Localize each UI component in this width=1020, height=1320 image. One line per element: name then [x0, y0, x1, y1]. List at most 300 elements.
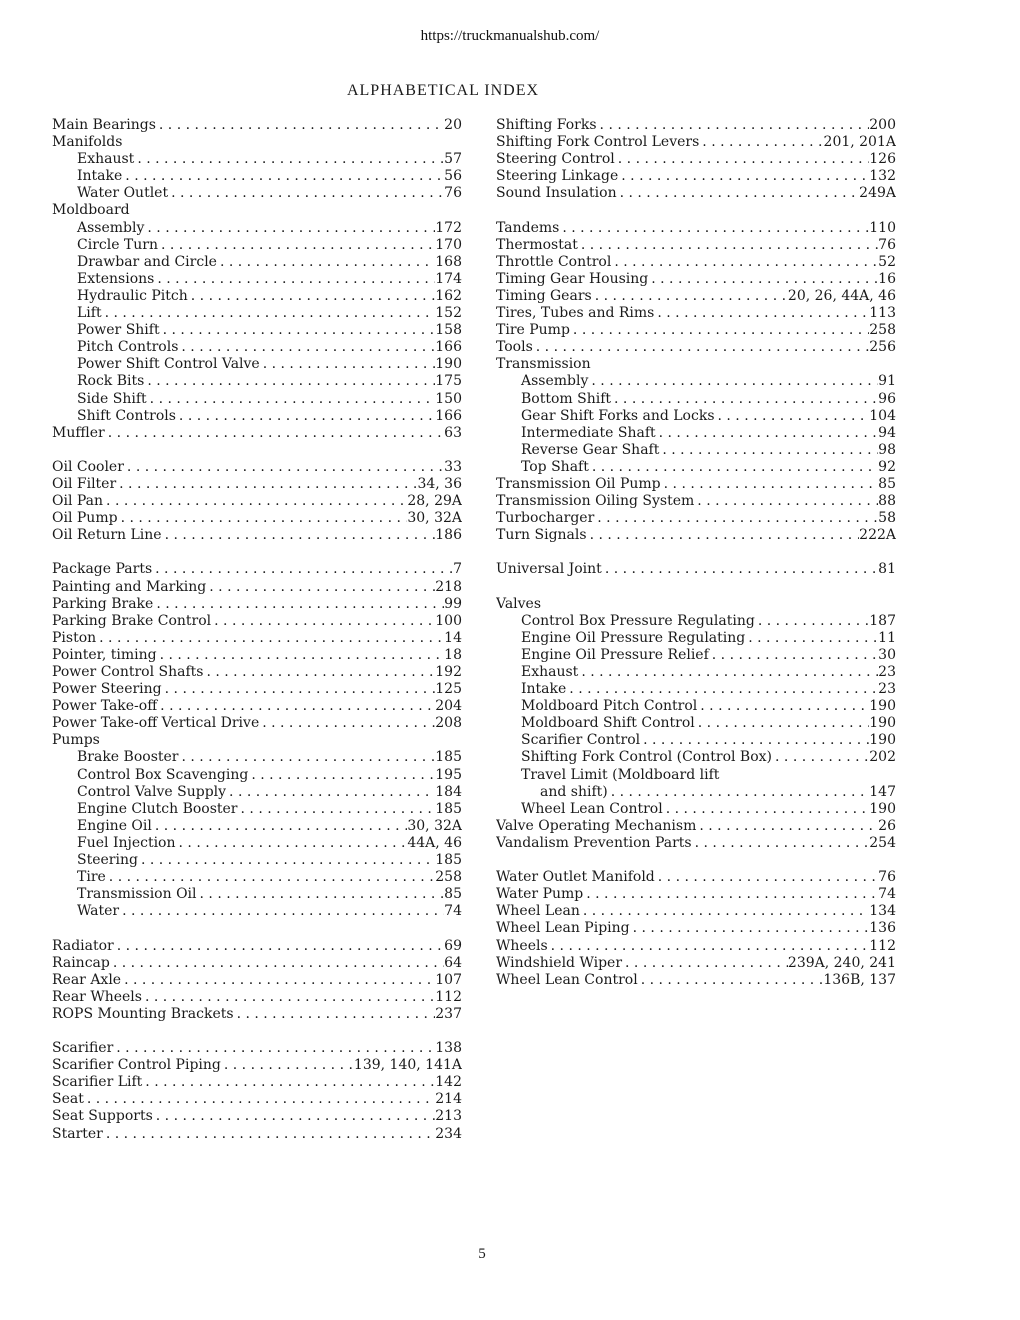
index-entry — [52, 527, 462, 544]
dot-leader — [615, 151, 869, 168]
index-entry-label: Steering Control — [496, 151, 615, 168]
index-entry-label: Power Steering — [52, 681, 162, 698]
dot-leader — [153, 1108, 436, 1125]
index-entry — [52, 938, 462, 955]
dot-leader — [259, 715, 435, 732]
index-entry — [496, 425, 896, 442]
index-entry-label: Pitch Controls — [77, 339, 179, 356]
dot-leader — [116, 476, 417, 493]
index-entry — [52, 202, 462, 219]
index-entry — [496, 955, 896, 972]
index-entry-label: Oil Pump — [52, 510, 118, 527]
index-entry-label: Tandems — [496, 219, 560, 236]
index-entry — [496, 510, 896, 527]
index-entry-label: Wheel Lean Control — [496, 971, 638, 988]
index-entry-label: Oil Pan — [52, 493, 104, 510]
index-entry-page: 190 — [869, 732, 896, 749]
index-entry-page: 92 — [878, 458, 896, 475]
index-entry-label: Scarifier Control — [521, 732, 641, 749]
dot-leader — [661, 476, 879, 493]
index-entry — [52, 972, 462, 989]
dot-leader — [211, 613, 435, 630]
dot-leader — [566, 681, 878, 698]
index-entry — [496, 784, 896, 801]
index-entry-page: 112 — [435, 988, 462, 1005]
dot-leader — [178, 339, 435, 356]
dot-leader — [157, 647, 445, 664]
index-entry-page: 190 — [869, 715, 896, 732]
dot-leader — [197, 886, 445, 903]
index-column-right — [496, 117, 896, 989]
index-entry-page: 98 — [878, 441, 896, 458]
dot-leader — [162, 527, 436, 544]
index-entry-page: 94 — [878, 424, 896, 441]
index-entry-label: Thermostat — [496, 236, 578, 253]
dot-leader — [697, 698, 869, 715]
index-entry — [52, 818, 462, 835]
index-entry — [496, 630, 896, 647]
dot-leader — [656, 425, 879, 442]
index-entry-page: 104 — [869, 407, 896, 424]
index-entry — [52, 835, 462, 852]
index-entry — [52, 1040, 462, 1057]
index-entry — [52, 989, 462, 1006]
index-entry-label: Transmission Oiling System — [496, 493, 695, 510]
index-entry-page: 44A, 46 — [407, 834, 462, 851]
dot-leader — [694, 493, 878, 510]
dot-leader — [234, 1006, 436, 1023]
dot-leader — [110, 955, 444, 972]
dot-leader — [122, 168, 444, 185]
index-entry — [52, 630, 462, 647]
dot-leader — [176, 408, 435, 425]
index-entry-label: Steering — [77, 852, 138, 869]
dot-leader — [755, 613, 869, 630]
index-entry-label: Intermediate Shaft — [521, 424, 656, 441]
index-entry-page: 185 — [435, 800, 462, 817]
dot-leader — [206, 579, 435, 596]
index-entry-label: Power Control Shafts — [52, 664, 204, 680]
dot-leader — [153, 596, 444, 613]
dot-leader — [608, 784, 870, 801]
index-entry-page: 30 — [878, 646, 896, 663]
index-entry-page: 134 — [869, 903, 896, 920]
index-entry — [496, 938, 896, 955]
dot-leader — [118, 510, 408, 527]
index-entry — [52, 185, 462, 202]
index-entry — [52, 1006, 462, 1023]
index-spacer — [496, 202, 896, 219]
dot-leader — [597, 117, 870, 134]
index-entry-label: Oil Cooler — [52, 458, 124, 475]
dot-leader — [96, 630, 444, 647]
index-entry-label: Piston — [52, 629, 97, 646]
index-entry — [52, 493, 462, 510]
dot-leader — [695, 715, 869, 732]
index-entry — [496, 339, 896, 356]
index-entry-page: 168 — [435, 253, 462, 270]
index-entry-label: Wheel Lean Piping — [496, 920, 630, 937]
index-entry — [52, 288, 462, 305]
index-entry — [496, 835, 896, 852]
index-entry-page: 200 — [869, 117, 896, 133]
index-spacer — [496, 579, 896, 596]
index-entry-label: Transmission Oil — [77, 886, 197, 903]
index-entry-page: 107 — [435, 971, 462, 988]
index-entry-page: 69 — [444, 937, 462, 954]
index-entry-page: 85 — [444, 886, 462, 903]
index-entry — [52, 715, 462, 732]
index-entry-page: 162 — [435, 287, 462, 304]
index-entry-label: Circle Turn — [77, 236, 158, 253]
dot-leader — [696, 818, 878, 835]
index-entry — [52, 356, 462, 373]
index-entry-page: 30, 32A — [407, 510, 462, 527]
dot-leader — [114, 938, 444, 955]
dot-leader — [611, 254, 878, 271]
index-entry — [496, 442, 896, 459]
index-entry-label: Timing Gear Housing — [496, 270, 649, 287]
index-entry — [496, 493, 896, 510]
index-entry-page: 258 — [869, 322, 896, 339]
dot-leader — [589, 459, 878, 476]
index-entry-page: 170 — [435, 236, 462, 253]
page-title: ALPHABETICAL INDEX — [346, 82, 540, 99]
index-entry-label: Water — [77, 903, 120, 920]
index-entry-page: 187 — [869, 612, 896, 629]
index-entry-page: 175 — [435, 373, 462, 390]
index-entry — [52, 168, 462, 185]
index-entry-page: 57 — [444, 151, 462, 168]
dot-leader — [156, 117, 444, 134]
index-entry — [52, 664, 462, 681]
dot-leader — [152, 561, 453, 578]
index-entry — [496, 715, 896, 732]
index-entry — [52, 339, 462, 356]
index-entry — [52, 955, 462, 972]
index-entry-page: 23 — [878, 681, 896, 698]
dot-leader — [106, 869, 435, 886]
dot-leader — [618, 168, 869, 185]
index-spacer — [496, 852, 896, 869]
index-entry-page: 113 — [869, 305, 896, 322]
index-entry-label: Main Bearings — [52, 117, 156, 133]
index-entry-page: 185 — [435, 852, 462, 869]
dot-leader — [559, 220, 869, 237]
index-spacer — [52, 1023, 462, 1040]
index-entry-page: 20 — [444, 117, 462, 133]
index-entry-label: Vandalism Prevention Parts — [496, 834, 692, 851]
index-entry-page: 52 — [878, 253, 896, 270]
index-entry-label: Moldboard Pitch Control — [521, 698, 698, 715]
index-entry-page: 142 — [435, 1074, 462, 1091]
index-entry-label: Tire Pump — [496, 322, 570, 339]
index-entry-label: Oil Return Line — [52, 527, 162, 544]
index-entry — [52, 373, 462, 390]
index-entry-page: 76 — [444, 185, 462, 202]
index-entry-label: Exhaust — [521, 664, 579, 680]
index-entry-label: Engine Oil Pressure Regulating — [521, 629, 746, 646]
index-entry-page: 85 — [878, 475, 896, 492]
index-entry-page: 58 — [878, 510, 896, 527]
index-entry-page: 256 — [869, 339, 896, 356]
index-entry-label: Gear Shift Forks and Locks — [521, 407, 715, 424]
source-url: https://truckmanualshub.com/ — [420, 28, 600, 44]
index-entry-page: 185 — [435, 749, 462, 766]
index-entry — [496, 288, 896, 305]
index-entry-label: Wheel Lean — [496, 903, 580, 920]
index-entry-page: 222A — [859, 527, 896, 544]
index-entry-page: 202 — [869, 749, 896, 766]
index-entry — [52, 1126, 462, 1143]
index-entry-page: 254 — [869, 834, 896, 851]
index-entry-label: Bottom Shift — [521, 390, 612, 407]
index-entry-page: 96 — [878, 390, 896, 407]
index-entry-label: Rear Axle — [52, 971, 122, 988]
index-entry-page: 110 — [869, 219, 896, 236]
index-entry — [496, 476, 896, 493]
index-entry — [52, 408, 462, 425]
index-entry-label: and shift) — [540, 783, 608, 800]
index-entry-label: Power Take-off — [52, 698, 158, 715]
index-entry-page: 76 — [878, 869, 896, 886]
index-entry — [52, 784, 462, 801]
index-entry — [52, 1091, 462, 1108]
index-entry-label: Parking Brake Control — [52, 612, 212, 629]
index-entry — [496, 271, 896, 288]
index-entry-label: Rock Bits — [77, 373, 145, 390]
dot-leader — [176, 835, 408, 852]
index-entry-label: Oil Filter — [52, 475, 117, 492]
dot-leader — [570, 322, 869, 339]
index-entry-page: 201, 201A — [823, 134, 896, 151]
index-entry-page: 23 — [878, 664, 896, 680]
index-entry — [52, 237, 462, 254]
index-entry-page: 91 — [878, 373, 896, 390]
index-entry-label: Top Shaft — [521, 458, 589, 475]
index-entry-page: 172 — [435, 219, 462, 236]
index-entry-label: Seat — [52, 1091, 84, 1108]
index-entry — [52, 1108, 462, 1125]
index-entry-label: Transmission — [496, 356, 591, 373]
index-entry-page: 100 — [435, 612, 462, 629]
index-entry-label: Pumps — [52, 732, 100, 749]
index-entry — [496, 681, 896, 698]
index-entry-label: Engine Clutch Booster — [77, 800, 238, 817]
index-entry — [52, 561, 462, 578]
dot-leader — [160, 322, 436, 339]
index-entry-page: 30, 32A — [407, 817, 462, 834]
dot-leader — [692, 835, 870, 852]
index-entry — [52, 647, 462, 664]
dot-leader — [105, 425, 444, 442]
index-entry-label: Drawbar and Circle — [77, 253, 217, 270]
dot-leader — [103, 1126, 435, 1143]
dot-leader — [548, 938, 870, 955]
index-entry — [496, 237, 896, 254]
index-entry — [496, 596, 896, 613]
index-spacer — [52, 544, 462, 561]
index-entry-label: Throttle Control — [496, 253, 612, 270]
index-entry-page: 166 — [435, 339, 462, 356]
index-entry — [496, 391, 896, 408]
index-entry-page: 33 — [444, 458, 462, 475]
index-entry-page: 190 — [435, 356, 462, 373]
dot-leader — [142, 989, 435, 1006]
index-entry-label: Control Valve Supply — [77, 783, 227, 800]
index-entry-label: Universal Joint — [496, 561, 602, 578]
index-entry-page: 192 — [435, 664, 462, 680]
index-entry-label: Control Box Scavenging — [77, 766, 249, 783]
index-entry — [496, 732, 896, 749]
index-entry-label: Turn Signals — [496, 527, 587, 544]
index-entry-label: Water Pump — [496, 886, 584, 903]
dot-leader — [578, 664, 878, 681]
index-entry — [52, 579, 462, 596]
index-entry-label: Side Shift — [77, 390, 147, 407]
index-entry-page: 64 — [444, 954, 462, 971]
index-entry-page: 239A, 240, 241 — [787, 954, 896, 971]
dot-leader — [580, 903, 869, 920]
dot-leader — [103, 493, 407, 510]
index-entry-page: 204 — [435, 698, 462, 715]
index-entry-page: 26 — [878, 817, 896, 834]
index-entry — [52, 801, 462, 818]
index-entry-page: 20, 26, 44A, 46 — [787, 287, 896, 304]
index-entry-label: Raincap — [52, 954, 110, 971]
index-entry-label: Water Outlet Manifold — [496, 869, 655, 886]
dot-leader — [168, 185, 444, 202]
index-entry — [496, 151, 896, 168]
index-entry — [496, 749, 896, 766]
index-entry-label: Tire — [77, 869, 106, 886]
dot-leader — [113, 1040, 435, 1057]
dot-leader — [217, 254, 435, 271]
index-entry-label: Assembly — [77, 219, 145, 236]
index-entry — [496, 801, 896, 818]
index-entry-label: Muffler — [52, 424, 105, 441]
index-entry-label: Lift — [77, 305, 102, 322]
dot-leader — [121, 972, 435, 989]
index-entry-label: Seat Supports — [52, 1108, 153, 1125]
dot-leader — [533, 339, 869, 356]
dot-leader — [144, 220, 435, 237]
dot-leader — [142, 1074, 435, 1091]
index-entry-page: 158 — [435, 322, 462, 339]
index-entry — [496, 664, 896, 681]
index-entry-label: Brake Booster — [77, 749, 179, 766]
index-entry-page: 14 — [444, 629, 462, 646]
dot-leader — [622, 955, 788, 972]
index-entry — [52, 767, 462, 784]
index-entry-page: 112 — [869, 937, 896, 954]
index-entry-page: 63 — [444, 424, 462, 441]
index-entry — [52, 749, 462, 766]
index-entry — [496, 117, 896, 134]
index-entry-label: Transmission Oil Pump — [496, 475, 661, 492]
dot-leader — [588, 373, 878, 390]
index-entry-label: Pointer, timing — [52, 646, 157, 663]
index-entry — [496, 767, 896, 784]
dot-leader — [640, 732, 869, 749]
index-entry-label: Sound Insulation — [496, 185, 617, 202]
index-entry-label: Exhaust — [77, 151, 135, 168]
index-entry — [496, 185, 896, 202]
index-entry-label: Radiator — [52, 937, 114, 954]
index-entry — [52, 613, 462, 630]
index-entry — [52, 510, 462, 527]
index-entry — [496, 561, 896, 578]
dot-leader — [134, 151, 444, 168]
dot-leader — [84, 1091, 435, 1108]
index-entry-label: Engine Oil — [77, 817, 152, 834]
dot-leader — [260, 356, 436, 373]
index-entry-label: ROPS Mounting Brackets — [52, 1005, 234, 1022]
index-entry-page: 213 — [435, 1108, 462, 1125]
index-entry-label: Wheel Lean Control — [521, 800, 663, 817]
index-entry — [496, 903, 896, 920]
index-entry-label: Power Shift — [77, 322, 160, 339]
index-entry-page: 99 — [444, 595, 462, 612]
index-entry-page: 56 — [444, 168, 462, 185]
dot-leader — [592, 288, 788, 305]
index-entry — [52, 425, 462, 442]
index-entry-label: Moldboard Shift Control — [521, 715, 695, 732]
index-entry-page: 11 — [878, 629, 896, 646]
index-entry — [52, 886, 462, 903]
index-entry-page: 138 — [435, 1040, 462, 1057]
index-entry — [496, 220, 896, 237]
dot-leader — [119, 903, 444, 920]
index-entry-page: 125 — [435, 681, 462, 698]
dot-leader — [663, 801, 870, 818]
index-entry-label: Power Take-off Vertical Drive — [52, 715, 260, 732]
index-entry — [52, 903, 462, 920]
index-entry — [496, 527, 896, 544]
dot-leader — [587, 527, 860, 544]
index-entry-label: Engine Oil Pressure Relief — [521, 646, 709, 663]
index-entry-page: 184 — [435, 783, 462, 800]
dot-leader — [611, 391, 878, 408]
index-entry-label: Parking Brake — [52, 595, 154, 612]
index-entry — [52, 596, 462, 613]
index-entry — [52, 459, 462, 476]
index-entry-page: 136B, 137 — [823, 971, 896, 988]
dot-leader — [178, 749, 435, 766]
index-entry — [496, 305, 896, 322]
dot-leader — [745, 630, 878, 647]
index-entry-page: 208 — [435, 715, 462, 732]
dot-leader — [158, 237, 435, 254]
dot-leader — [157, 698, 435, 715]
index-entry-page: 74 — [878, 886, 896, 903]
index-entry-page: 190 — [869, 698, 896, 715]
dot-leader — [147, 391, 436, 408]
index-entry-page: 186 — [435, 527, 462, 544]
index-entry-page: 28, 29A — [407, 493, 462, 510]
index-entry-label: Shifting Fork Control (Control Box) — [521, 749, 773, 766]
index-entry — [52, 681, 462, 698]
index-entry-page: 132 — [869, 168, 896, 185]
index-entry-label: Shift Controls — [77, 407, 176, 424]
dot-leader — [654, 305, 869, 322]
index-spacer — [52, 920, 462, 937]
index-entry-page: 16 — [878, 270, 896, 287]
index-entry — [496, 818, 896, 835]
index-entry-label: Steering Linkage — [496, 168, 619, 185]
dot-leader — [152, 818, 407, 835]
index-entry-label: Tires, Tubes and Rims — [496, 305, 655, 322]
